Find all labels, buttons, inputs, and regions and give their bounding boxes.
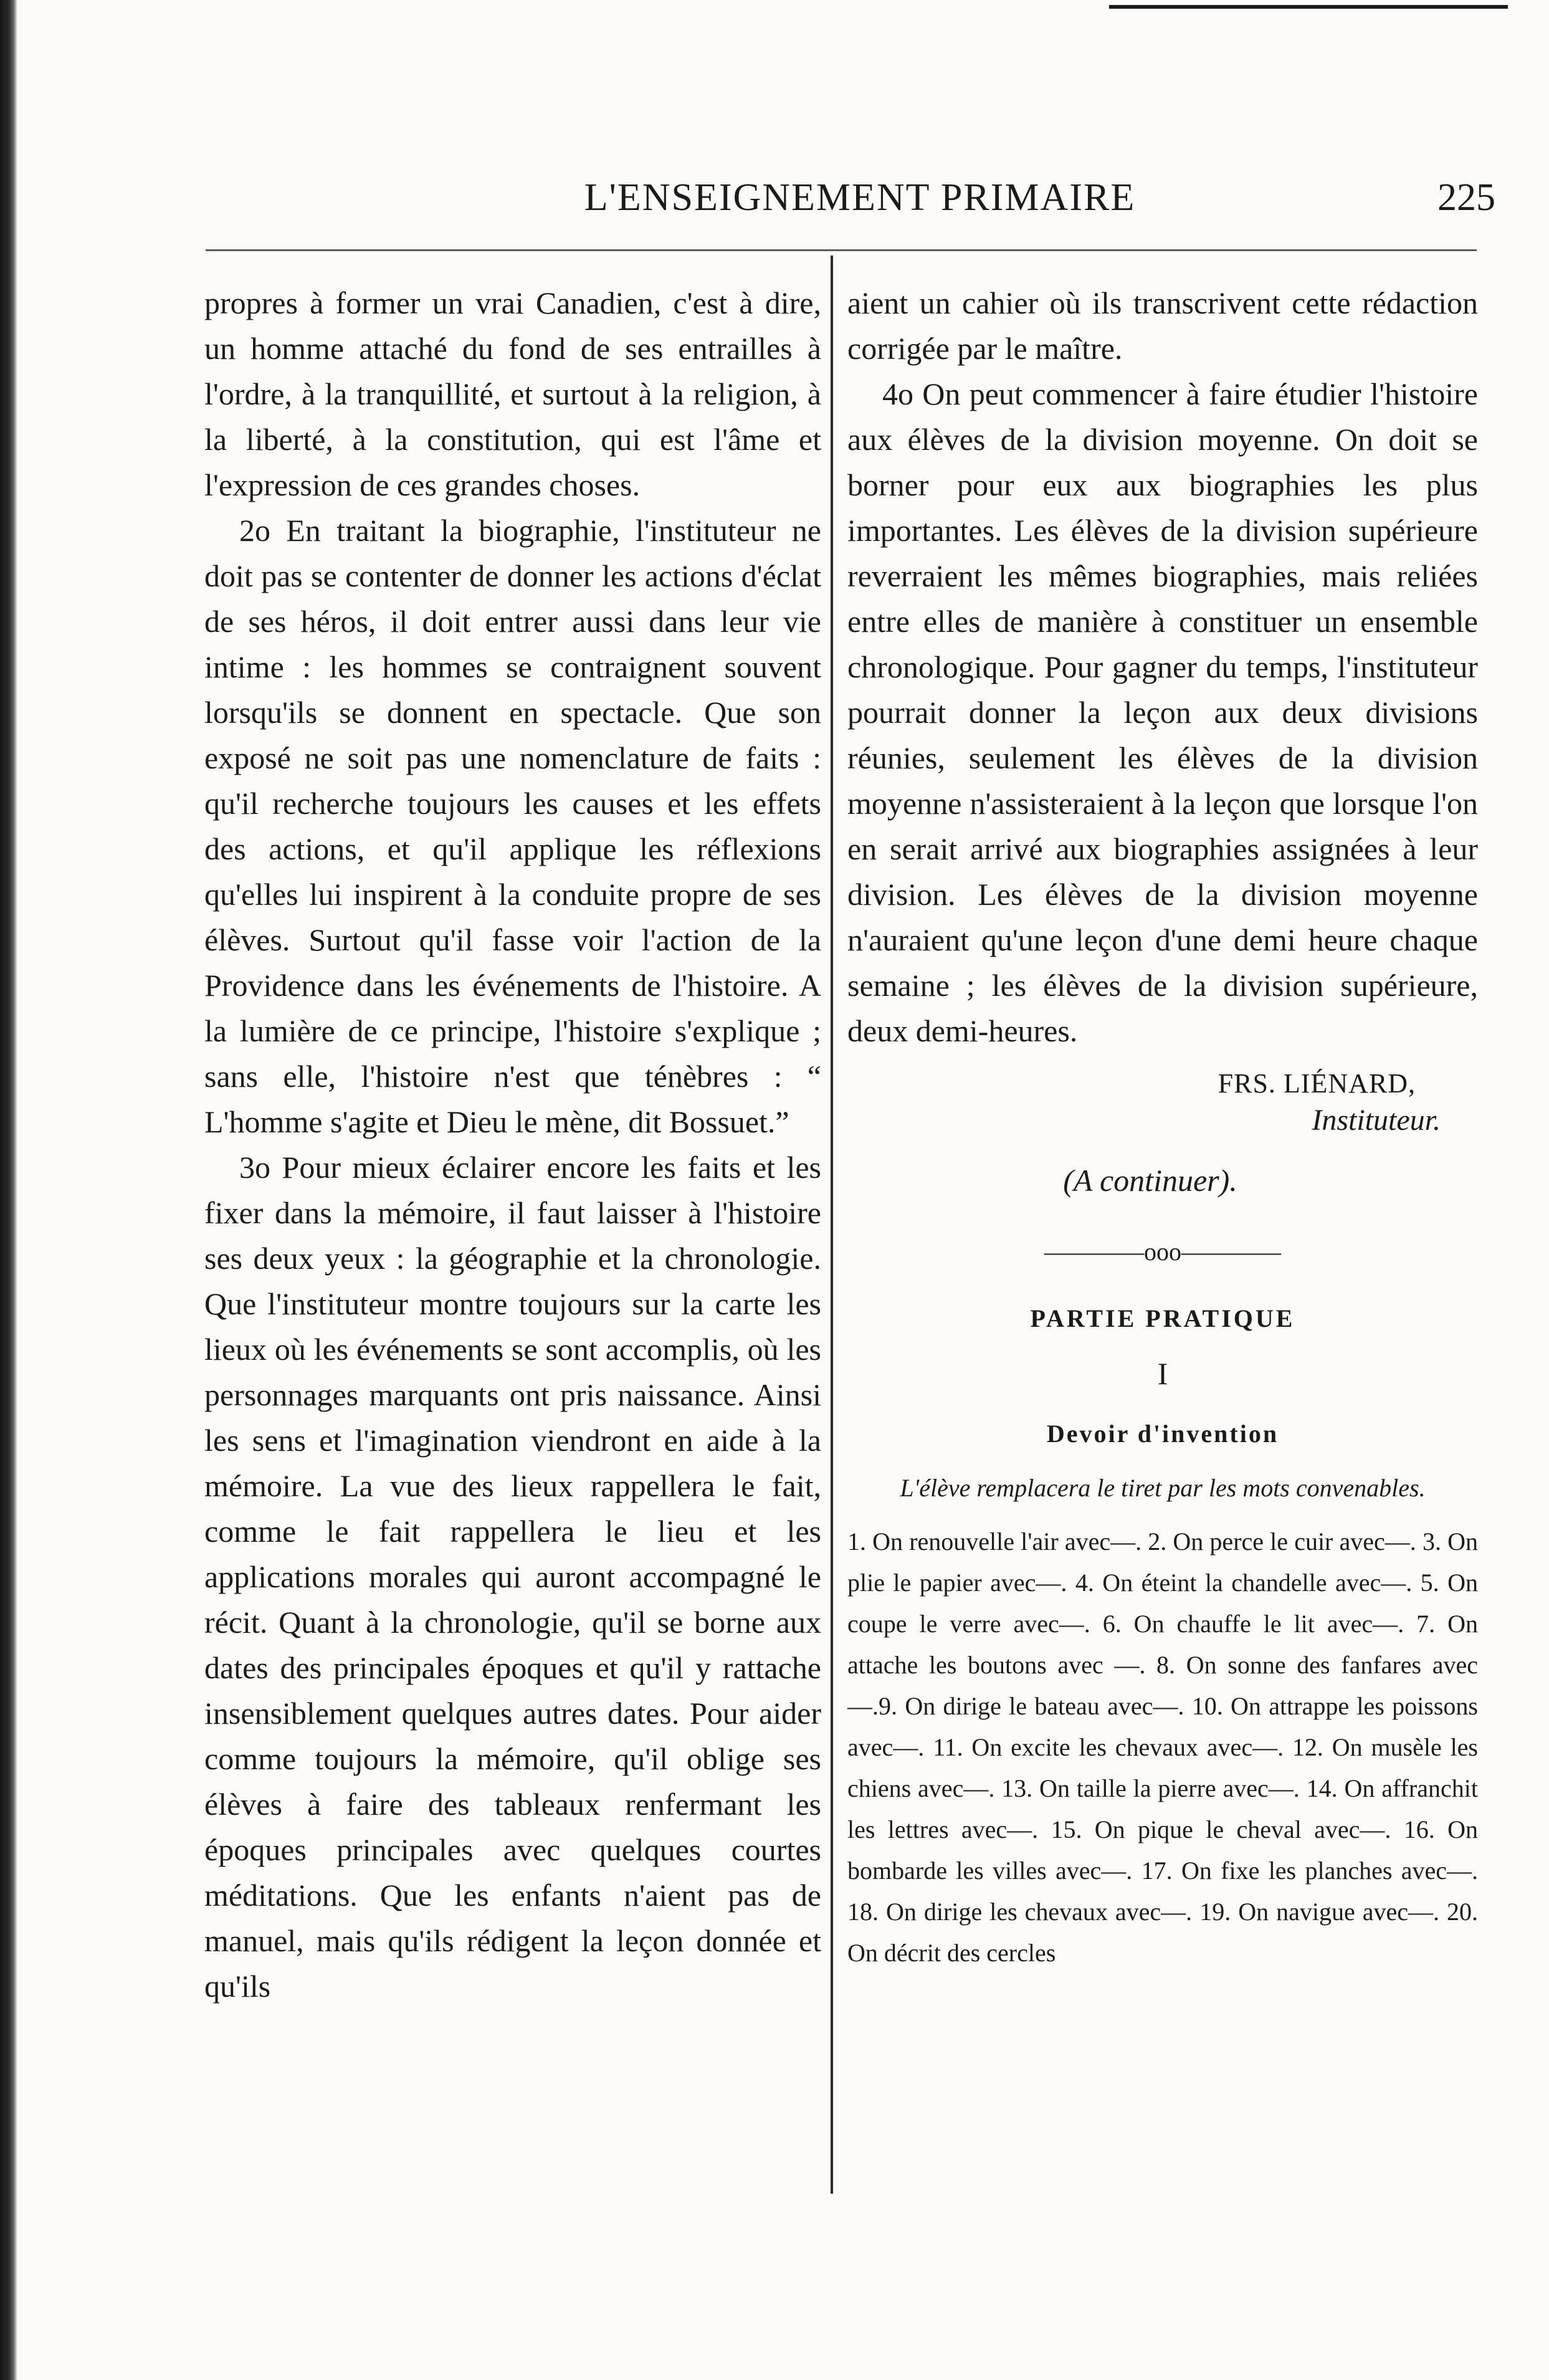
paragraph-continued: propres à former un vrai Canadien, c'est à dire, un homme attaché du fond de ses entrailles à l'ordre, à la tranquillité, et surtout à la religion, à la liberté, à la constitution, qui est l'âme et l'expression de ces grandes choses. xyxy=(204,285,821,502)
paragraph-division-moyenne: 4o On peut commencer à faire étudier l'histoire aux élèves de la division moyenne. On doit se borner pour eux aux biographies les plus importantes. Les élèves de la division supérieure reverraient les mêmes biographies, mais reliées entre elles de manière à constituer un ensemble chronologique. Pour gagner du temps, l'instituteur pourrait donner la leçon aux deux divisions réunies, seulement les élèves de la division moyenne n'assisteraient à la leçon que lorsque l'on en serait arrivé aux biographies assignées à leur division. Les élèves de la division moyenne n'auraient qu'une leçon d'une demi heure chaque semaine ; les élèves de la division supérieure, deux demi-heures. xyxy=(847,376,1478,1048)
left-column xyxy=(204,280,821,2009)
paragraph-biographie: 2o En traitant la biographie, l'instituteur ne doit pas se contenter de donner les actions d'éclat de ses héros, il doit entrer aussi dans leur vie intime : les hommes se contraignent souvent lorsqu'ils se donnent en spectacle. Que son exposé ne soit pas une nomenclature de faits : qu'il recherche toujours les causes et les effets des actions, et qu'il applique les réflexions qu'elles lui inspirent à la conduite propre de ses élèves. Surtout qu'il fasse voir l'action de la Providence dans les événements de l'histoire. A la lumière de ce principe, l'histoire s'explique ; sans elle, l'histoire n'est que ténèbres : “ L'homme s'agite et Dieu le mène, dit Bossuet.” xyxy=(204,513,821,1139)
exercise-instruction: L'élève remplacera le tiret par les mots convenables. xyxy=(900,1474,1426,1502)
exercise-title: Devoir d'invention xyxy=(1046,1420,1279,1448)
page-edge-shadow xyxy=(0,0,17,2380)
section-title: PARTIE PRATIQUE xyxy=(1030,1304,1295,1332)
paragraph-cahier: aient un cahier où ils transcrivent cette rédaction corrigée par le maître. xyxy=(847,285,1478,366)
running-title: L'ENSEIGNEMENT PRIMAIRE xyxy=(584,176,1136,219)
page-header xyxy=(199,176,1495,238)
top-rule xyxy=(1109,5,1508,9)
exercise-text: 1. On renouvelle l'air avec—. 2. On perce le cuir avec—. 3. On plie le papier avec—. 4. On éteint la chandelle avec—. 5. On coupe le verre avec—. 6. On chauffe le lit avec—. 7. On attache les boutons avec —. 8. On sonne des fanfares avec —.9. On dirige le bateau avec—. 10. On attrappe les poissons avec—. 11. On excite les chevaux avec—. 12. On musèle les chiens avec—. 13. On taille la pierre avec—. 14. On affranchit les lettres avec—. 15. On pique le cheval avec—. 16. On bombarde les villes avec—. 17. On fixe les planches avec—. 18. On dirige les chevaux avec—. 19. On navigue avec—. 20. On décrit des cercles xyxy=(847,1527,1478,1967)
to-be-continued: (A continuer). xyxy=(1063,1163,1237,1198)
signature-role: Instituteur. xyxy=(1312,1104,1441,1137)
signature-name: FRS. LIÉNARD, xyxy=(1218,1068,1416,1099)
page-number: 225 xyxy=(1437,176,1495,219)
section-separator: ————ooo———— xyxy=(1044,1238,1281,1266)
column-divider xyxy=(831,256,833,2194)
right-column xyxy=(847,280,1478,1974)
roman-numeral: I xyxy=(1157,1356,1168,1391)
paragraph-geographie: 3o Pour mieux éclairer encore les faits et les fixer dans la mémoire, il faut laisser à l'histoire ses deux yeux : la géographie et la chronologie. Que l'instituteur montre toujours sur la carte les lieux où les événements se sont accomplis, où les personnages marquants ont pris naissance. Ainsi les sens et l'imagination viendront en aide à la mémoire. La vue des lieux rappellera le fait, comme le fait rappellera le lieu et les applications morales qui auront accompagné le récit. Quant à la chronologie, qu'il se borne aux dates des principales époques et qu'il y rattache insensiblement quelques autres dates. Pour aider comme toujours la mémoire, qu'il oblige ses élèves à faire des tableaux renfermant les époques principales avec quelques courtes méditations. Que les enfants n'aient pas de manuel, mais qu'ils rédigent la leçon donnée et qu'ils xyxy=(204,1150,821,2004)
header-rule xyxy=(206,249,1477,251)
